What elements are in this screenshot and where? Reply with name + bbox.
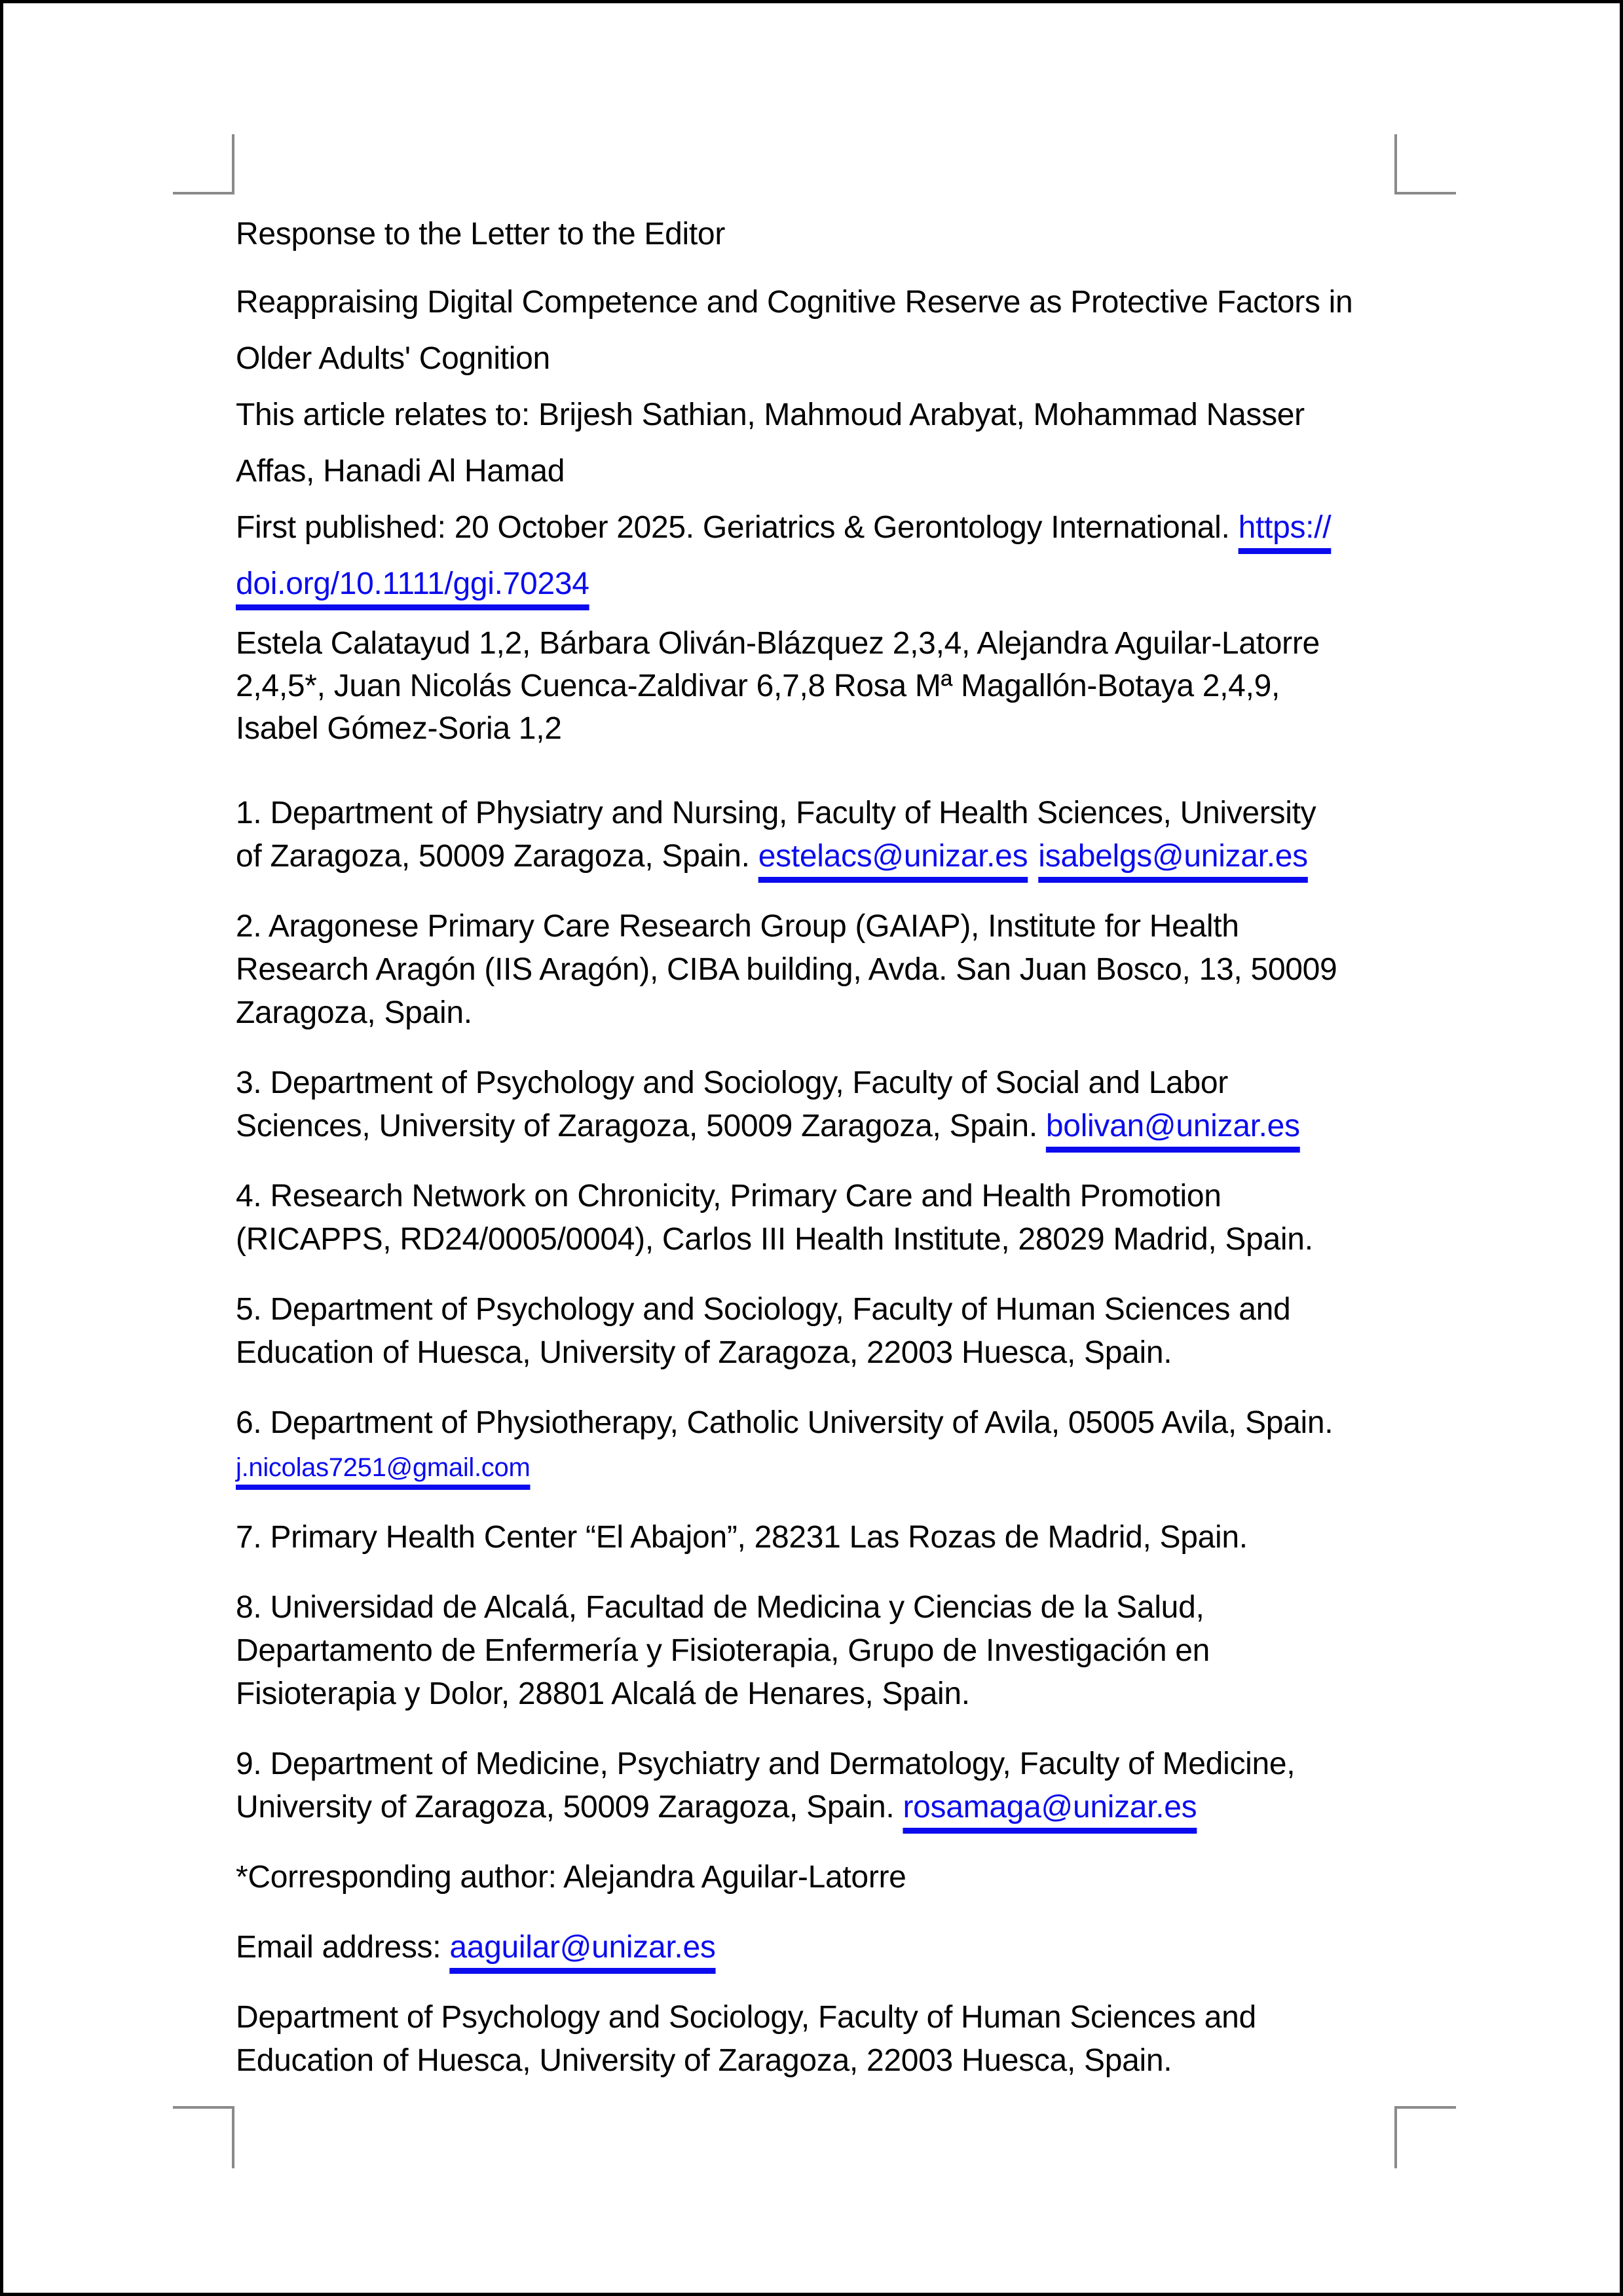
doi-link-part-2[interactable]: doi.org/10.1111/ggi.70234 — [236, 566, 589, 601]
email-link-estelacs[interactable]: estelacs@unizar.es — [758, 839, 1028, 874]
relates-to-line-1: This article relates to: Brijesh Sathian, Mahmoud Arabyat, Mohammad Nasser — [236, 398, 1305, 432]
affiliation-4-line-2: (RICAPPS, RD24/0005/0004), Carlos III Health Institute, 28029 Madrid, Spain. — [236, 1222, 1313, 1257]
published-text: First published: 20 October 2025. Geriatrics & Gerontology International. — [236, 510, 1239, 545]
closing-affiliation — [236, 1996, 1415, 2083]
authors-line-3: Isabel Gómez-Soria 1,2 — [236, 711, 562, 746]
article-title-line-1: Reappraising Digital Competence and Cognitive Reserve as Protective Factors in — [236, 285, 1353, 320]
affiliation-6 — [236, 1401, 1415, 1489]
relates-to-paragraph — [236, 387, 1415, 500]
affiliation-1-line-1: 1. Department of Physiatry and Nursing, Faculty of Health Sciences, University — [236, 796, 1316, 830]
article-title — [236, 274, 1415, 387]
corresponding-author-paragraph — [236, 1856, 1415, 1899]
email-address-line — [236, 1926, 1415, 1969]
email-link-isabelgs[interactable]: isabelgs@unizar.es — [1038, 839, 1308, 874]
affiliation-7 — [236, 1516, 1415, 1559]
crop-mark-top-right-horizontal — [1394, 192, 1456, 194]
affiliation-4 — [236, 1175, 1415, 1261]
affiliation-5-line-1: 5. Department of Psychology and Sociology, Faculty of Human Sciences and — [236, 1292, 1291, 1327]
authors-line-2: 2,4,5*, Juan Nicolás Cuenca-Zaldivar 6,7,8 Rosa Mª Magallón-Botaya 2,4,9, — [236, 669, 1280, 703]
email-link-bolivan[interactable]: bolivan@unizar.es — [1045, 1109, 1300, 1143]
crop-mark-bottom-right-vertical — [1394, 2106, 1397, 2168]
document-body — [236, 206, 1415, 2083]
relates-to-line-2: Affas, Hanadi Al Hamad — [236, 454, 565, 489]
affiliation-9 — [236, 1743, 1415, 1829]
affiliation-3-text: Sciences, University of Zaragoza, 50009 Zaragoza, Spain. — [236, 1109, 1046, 1143]
affiliation-9-line-2 — [236, 1786, 1415, 1829]
affiliation-8-line-3: Fisioterapia y Dolor, 28801 Alcalá de Henares, Spain. — [236, 1676, 970, 1711]
crop-mark-bottom-left-vertical — [232, 2106, 234, 2168]
crop-mark-top-left-horizontal — [173, 192, 234, 194]
affiliation-8 — [236, 1586, 1415, 1716]
closing-affiliation-line-2: Education of Huesca, University of Zaragoza, 22003 Huesca, Spain. — [236, 2043, 1172, 2078]
authors-line-1: Estela Calatayud 1,2, Bárbara Oliván-Blázquez 2,3,4, Alejandra Aguilar-Latorre — [236, 626, 1320, 661]
document-header-paragraph — [236, 206, 1415, 263]
affiliation-9-text: University of Zaragoza, 50009 Zaragoza, Spain. — [236, 1790, 903, 1824]
closing-affiliation-line-1: Department of Psychology and Sociology, Faculty of Human Sciences and — [236, 2000, 1256, 2035]
affiliation-3 — [236, 1062, 1415, 1148]
article-title-line-2: Older Adults' Cognition — [236, 341, 550, 376]
crop-mark-top-right-vertical — [1394, 134, 1397, 194]
email-address-paragraph — [236, 1926, 1415, 1969]
published-line-2 — [236, 556, 1415, 612]
affiliation-2-line-3: Zaragoza, Spain. — [236, 995, 472, 1030]
published-paragraph — [236, 500, 1415, 612]
corresponding-author: *Corresponding author: Alejandra Aguilar-Latorre — [236, 1860, 906, 1895]
affiliation-8-line-1: 8. Universidad de Alcalá, Facultad de Medicina y Ciencias de la Salud, — [236, 1590, 1204, 1625]
crop-mark-bottom-right-horizontal — [1394, 2106, 1456, 2109]
affiliation-9-line-1: 9. Department of Medicine, Psychiatry and Dermatology, Faculty of Medicine, — [236, 1747, 1296, 1781]
affiliation-8-line-2: Departamento de Enfermería y Fisioterapia, Grupo de Investigación en — [236, 1633, 1210, 1668]
affiliation-7-line-1: 7. Primary Health Center “El Abajon”, 28231 Las Rozas de Madrid, Spain. — [236, 1520, 1248, 1555]
published-line-1 — [236, 500, 1415, 556]
affiliation-2 — [236, 905, 1415, 1035]
affiliation-3-line-2 — [236, 1105, 1415, 1148]
email-link-rosamaga[interactable]: rosamaga@unizar.es — [903, 1790, 1197, 1824]
affiliation-2-line-2: Research Aragón (IIS Aragón), CIBA building, Avda. San Juan Bosco, 13, 50009 — [236, 952, 1337, 987]
affiliation-3-line-1: 3. Department of Psychology and Sociology, Faculty of Social and Labor — [236, 1065, 1228, 1100]
affiliation-6-line-2 — [236, 1445, 1415, 1489]
affiliation-1-text: of Zaragoza, 50009 Zaragoza, Spain. — [236, 839, 758, 874]
affiliation-1 — [236, 792, 1415, 878]
affiliation-5-line-2: Education of Huesca, University of Zaragoza, 22003 Huesca, Spain. — [236, 1335, 1172, 1370]
crop-mark-top-left-vertical — [232, 134, 234, 194]
affiliation-6-line-1: 6. Department of Physiotherapy, Catholic University of Avila, 05005 Avila, Spain. — [236, 1405, 1334, 1440]
affiliation-4-line-1: 4. Research Network on Chronicity, Primary Care and Health Promotion — [236, 1179, 1222, 1213]
crop-mark-bottom-left-horizontal — [173, 2106, 234, 2109]
doi-link-part-1[interactable]: https:// — [1238, 510, 1332, 545]
email-address-label: Email address: — [236, 1930, 450, 1965]
document-header: Response to the Letter to the Editor — [236, 217, 726, 251]
authors-paragraph — [236, 622, 1415, 750]
email-link-aaguilar[interactable]: aaguilar@unizar.es — [449, 1930, 716, 1965]
email-link-jnicolas[interactable]: j.nicolas7251@gmail.com — [236, 1453, 531, 1482]
affiliation-2-line-1: 2. Aragonese Primary Care Research Group (GAIAP), Institute for Health — [236, 909, 1239, 944]
affiliation-1-line-2 — [236, 835, 1415, 878]
affiliation-5 — [236, 1288, 1415, 1375]
